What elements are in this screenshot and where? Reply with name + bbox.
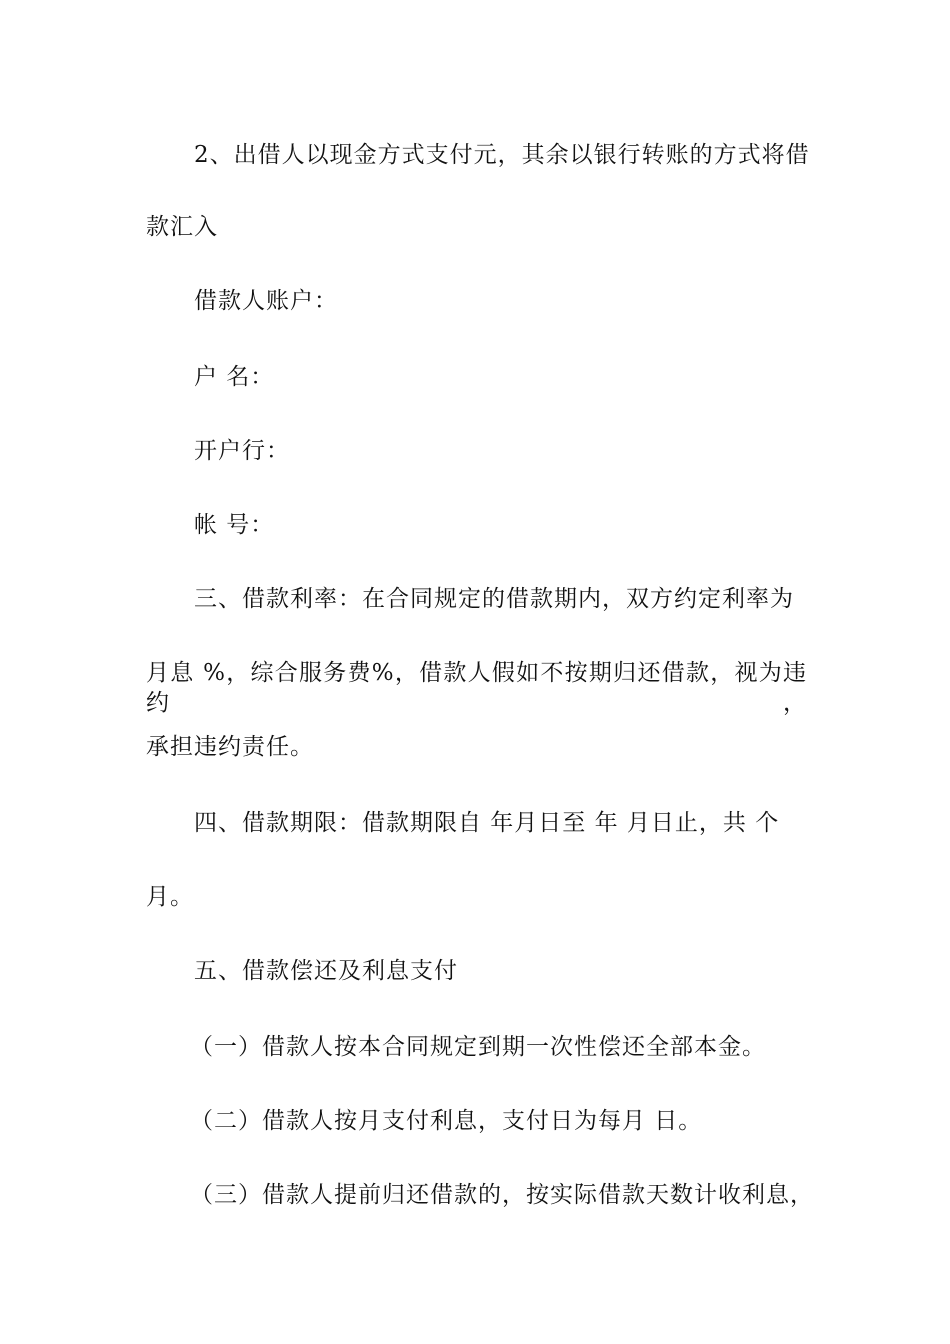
interest-rate-clause-line-2: 月息 %，综合服务费%，借款人假如不按期归还借款，视为违约， [146,660,806,716]
repayment-section-heading: 五、借款偿还及利息支付 [194,958,458,984]
interest-rate-clause-line-1: 三、借款利率：在合同规定的借款期内，双方约定利率为 [194,586,794,612]
repayment-item-2: （二）借款人按月支付利息，支付日为每月 日。 [190,1108,703,1134]
paragraph-line-2: 款汇入 [146,214,218,240]
loan-term-clause-line-1: 四、借款期限：借款期限自 年月日至 年 月日止，共 个 [194,810,780,836]
account-number-label: 帐 号： [194,512,275,538]
borrower-account-label: 借款人账户： [194,288,338,314]
repayment-item-3: （三）借款人提前归还借款的，按实际借款天数计收利息， [190,1182,814,1208]
account-name-label: 户 名： [194,364,275,390]
bank-branch-label: 开户行： [194,438,290,464]
repayment-item-1: （一）借款人按本合同规定到期一次性偿还全部本金。 [190,1034,766,1060]
paragraph-line-1: 2、出借人以现金方式支付元，其余以银行转账的方式将借 [194,142,810,168]
loan-term-clause-line-2: 月。 [146,884,194,910]
interest-rate-clause-line-3: 承担违约责任。 [146,734,314,760]
